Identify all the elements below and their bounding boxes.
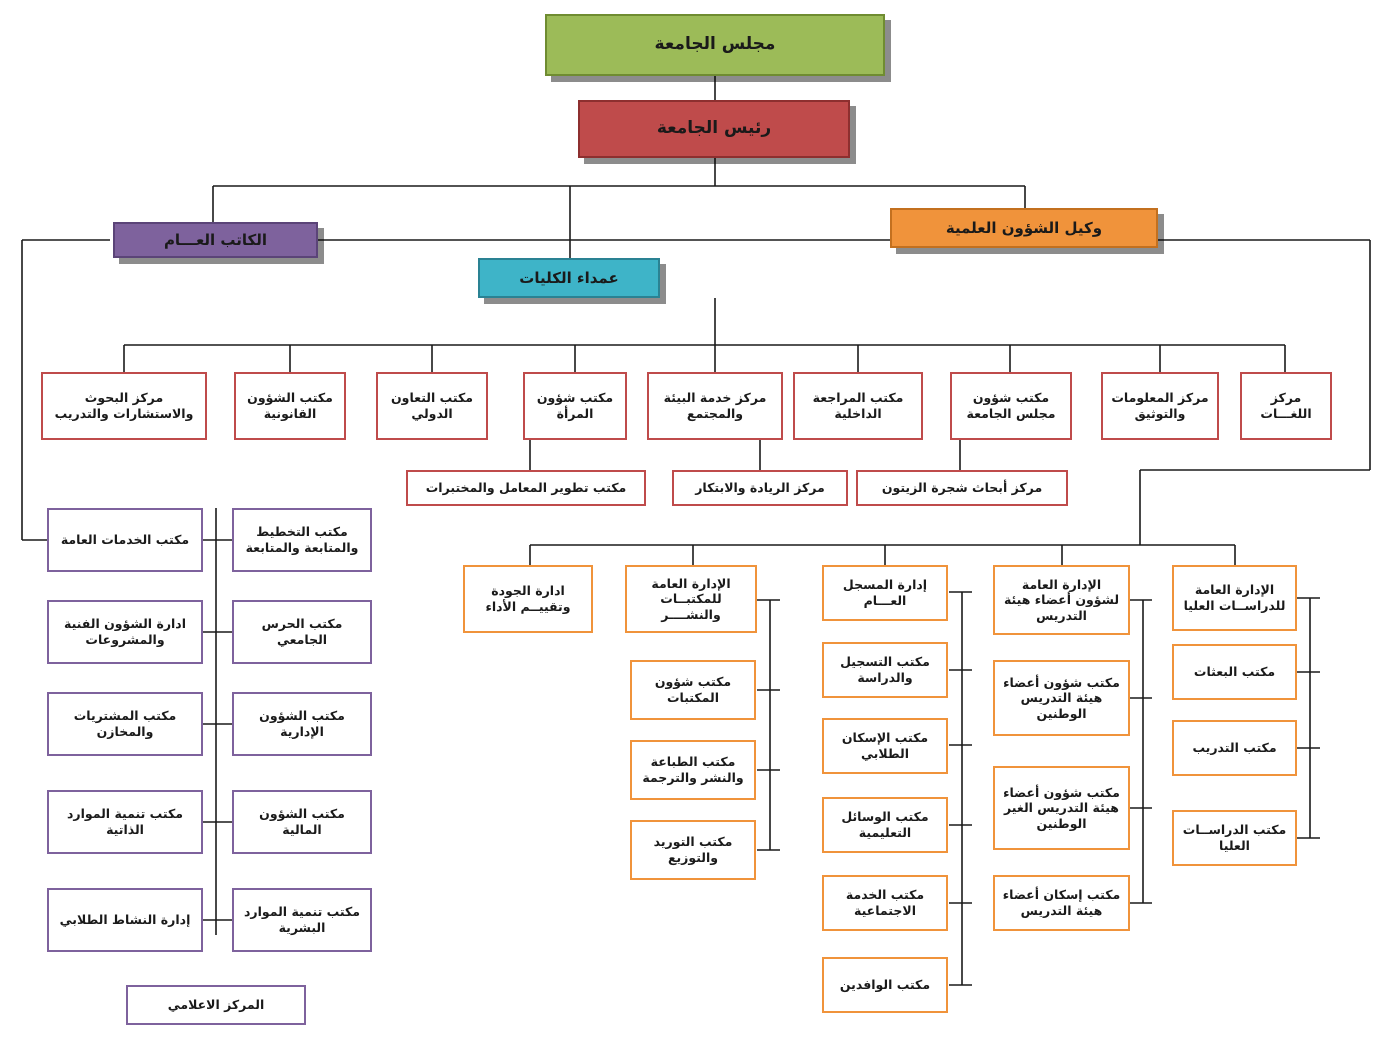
node-label: مكتب الوسائل التعليمية xyxy=(841,809,929,840)
node-label: مجلس الجامعة xyxy=(654,34,776,55)
node-label: مكتب البعثات xyxy=(1193,664,1276,680)
node-general-dept-libraries-publishing[interactable] xyxy=(625,565,757,633)
node-label: الكاتب العـــام xyxy=(163,230,268,249)
node-office-registration-study[interactable] xyxy=(822,642,948,698)
node-office-student-housing[interactable] xyxy=(822,718,948,774)
node-center-environment-community-service[interactable] xyxy=(647,372,783,440)
node-label: مكتب الخدمة الاجتماعية xyxy=(845,887,925,918)
node-office-training[interactable] xyxy=(1172,720,1297,776)
node-office-library-affairs[interactable] xyxy=(630,660,756,720)
node-label: مكتب تنمية الموارد الذاتية xyxy=(67,806,183,837)
node-label: مكتب شؤون المكتبات xyxy=(654,674,732,705)
node-label: مكتب التخطيط والمتابعة والمتابعة xyxy=(245,524,359,555)
node-label: مكتب الإسكان الطلابي xyxy=(841,730,929,761)
node-office-social-service[interactable] xyxy=(822,875,948,931)
node-label: الإدارة العامة لشؤون أعضاء هيئة التدريس xyxy=(1003,576,1120,623)
node-label: مركز اللغـــات xyxy=(1260,390,1312,421)
node-label: مكتب شؤون مجلس الجامعة xyxy=(966,390,1056,421)
node-office-national-faculty-affairs[interactable] xyxy=(993,660,1130,736)
node-label: مكتب الخدمات العامة xyxy=(60,532,190,548)
node-university-president[interactable] xyxy=(578,100,850,158)
node-secretary-general[interactable] xyxy=(113,222,318,258)
node-dept-registrar-general[interactable] xyxy=(822,565,948,621)
node-office-expatriate-students[interactable] xyxy=(822,957,948,1013)
node-dept-quality-performance-evaluation[interactable] xyxy=(463,565,593,633)
node-label: عمداء الكليات xyxy=(519,268,619,287)
node-vice-president-scientific-affairs[interactable] xyxy=(890,208,1158,248)
node-label: الإدارة العامة للمكتبــات والنشــــر xyxy=(651,575,731,622)
node-label: مكتب الشؤون القانونية xyxy=(247,390,333,421)
node-label: مكتب الشؤون المالية xyxy=(259,806,345,837)
node-label: رئيس الجامعة xyxy=(656,118,772,139)
node-label: مكتب تطوير المعامل والمختبرات xyxy=(425,480,627,496)
node-label: مركز أبحاث شجرة الزيتون xyxy=(881,480,1043,496)
node-office-supply-distribution[interactable] xyxy=(630,820,756,880)
node-office-faculty-housing[interactable] xyxy=(993,875,1130,931)
node-label: مكتب شؤون أعضاء هيئة التدريس الغير الوطنين xyxy=(1003,784,1120,831)
node-label: المركز الاعلامي xyxy=(167,997,265,1013)
node-label: مكتب شؤون أعضاء هيئة التدريس الوطنين xyxy=(1003,674,1120,721)
node-office-general-services[interactable] xyxy=(47,508,203,572)
node-label: مكتب الطباعة والنشر والترجمة xyxy=(642,754,744,785)
node-center-research-consulting-training[interactable] xyxy=(41,372,207,440)
node-label: مكتب الشؤون الإدارية xyxy=(259,708,345,739)
node-label: مكتب التسجيل والدراسة xyxy=(840,654,930,685)
node-label: مكتب إسكان أعضاء هيئة التدريس xyxy=(1002,887,1121,918)
node-office-non-national-faculty-affairs[interactable] xyxy=(993,766,1130,850)
node-office-graduate-studies[interactable] xyxy=(1172,810,1297,866)
node-university-council[interactable] xyxy=(545,14,885,76)
node-office-human-resources-development[interactable] xyxy=(232,888,372,952)
node-office-international-cooperation[interactable] xyxy=(376,372,488,440)
node-general-dept-graduate-studies[interactable] xyxy=(1172,565,1297,631)
node-label: مركز البحوث والاستشارات والتدريب xyxy=(54,390,194,421)
node-office-university-guard[interactable] xyxy=(232,600,372,664)
node-center-olive-tree-research[interactable] xyxy=(856,470,1068,506)
node-office-university-council-affairs[interactable] xyxy=(950,372,1072,440)
node-office-educational-media[interactable] xyxy=(822,797,948,853)
node-center-entrepreneurship-innovation[interactable] xyxy=(672,470,848,506)
node-label: مكتب المراجعة الداخلية xyxy=(812,390,904,421)
node-label: مكتب المشتريات والمخازن xyxy=(73,708,177,739)
node-label: ادارة الجودة وتقييــم الأداء xyxy=(485,583,571,614)
node-center-information-documentation[interactable] xyxy=(1101,372,1219,440)
node-label: مركز خدمة البيئة والمجتمع xyxy=(663,390,767,421)
node-media-center[interactable] xyxy=(126,985,306,1025)
node-office-administrative-affairs[interactable] xyxy=(232,692,372,756)
node-label: مكتب الدراســات العليا xyxy=(1182,822,1287,853)
node-office-internal-audit[interactable] xyxy=(793,372,923,440)
node-office-procurement-warehouses[interactable] xyxy=(47,692,203,756)
node-office-scholarships[interactable] xyxy=(1172,644,1297,700)
node-center-languages[interactable] xyxy=(1240,372,1332,440)
node-label: مكتب تنمية الموارد البشرية xyxy=(244,904,360,935)
node-label: الإدارة العامة للدراســات العليا xyxy=(1183,582,1286,613)
node-office-planning-follow-up[interactable] xyxy=(232,508,372,572)
node-label: مركز المعلومات والتوثيق xyxy=(1111,390,1209,421)
node-office-legal-affairs[interactable] xyxy=(234,372,346,440)
node-general-dept-faculty-affairs[interactable] xyxy=(993,565,1130,635)
node-dept-student-activity[interactable] xyxy=(47,888,203,952)
node-office-printing-publishing-translation[interactable] xyxy=(630,740,756,800)
node-label: مكتب التدريب xyxy=(1192,740,1277,756)
node-label: مكتب الوافدين xyxy=(839,977,931,993)
node-label: مكتب التعاون الدولي xyxy=(391,390,473,421)
node-label: مكتب شؤون المرأة xyxy=(536,390,614,421)
node-office-financial-affairs[interactable] xyxy=(232,790,372,854)
node-label: إدارة المسجل العـــام xyxy=(842,577,928,608)
node-label: إدارة النشاط الطلابي xyxy=(59,912,191,928)
node-label: وكيل الشؤون العلمية xyxy=(945,218,1103,237)
node-office-womens-affairs[interactable] xyxy=(523,372,627,440)
node-office-self-resources-development[interactable] xyxy=(47,790,203,854)
node-label: مركز الريادة والابتكار xyxy=(695,480,825,496)
node-label: مكتب الحرس الجامعي xyxy=(261,616,343,647)
node-dept-technical-affairs-projects[interactable] xyxy=(47,600,203,664)
node-deans-of-colleges[interactable] xyxy=(478,258,660,298)
node-label: مكتب التوريد والتوزيع xyxy=(653,834,733,865)
node-office-labs-development[interactable] xyxy=(406,470,646,506)
node-label: ادارة الشؤون الفنية والمشروعات xyxy=(64,616,186,647)
